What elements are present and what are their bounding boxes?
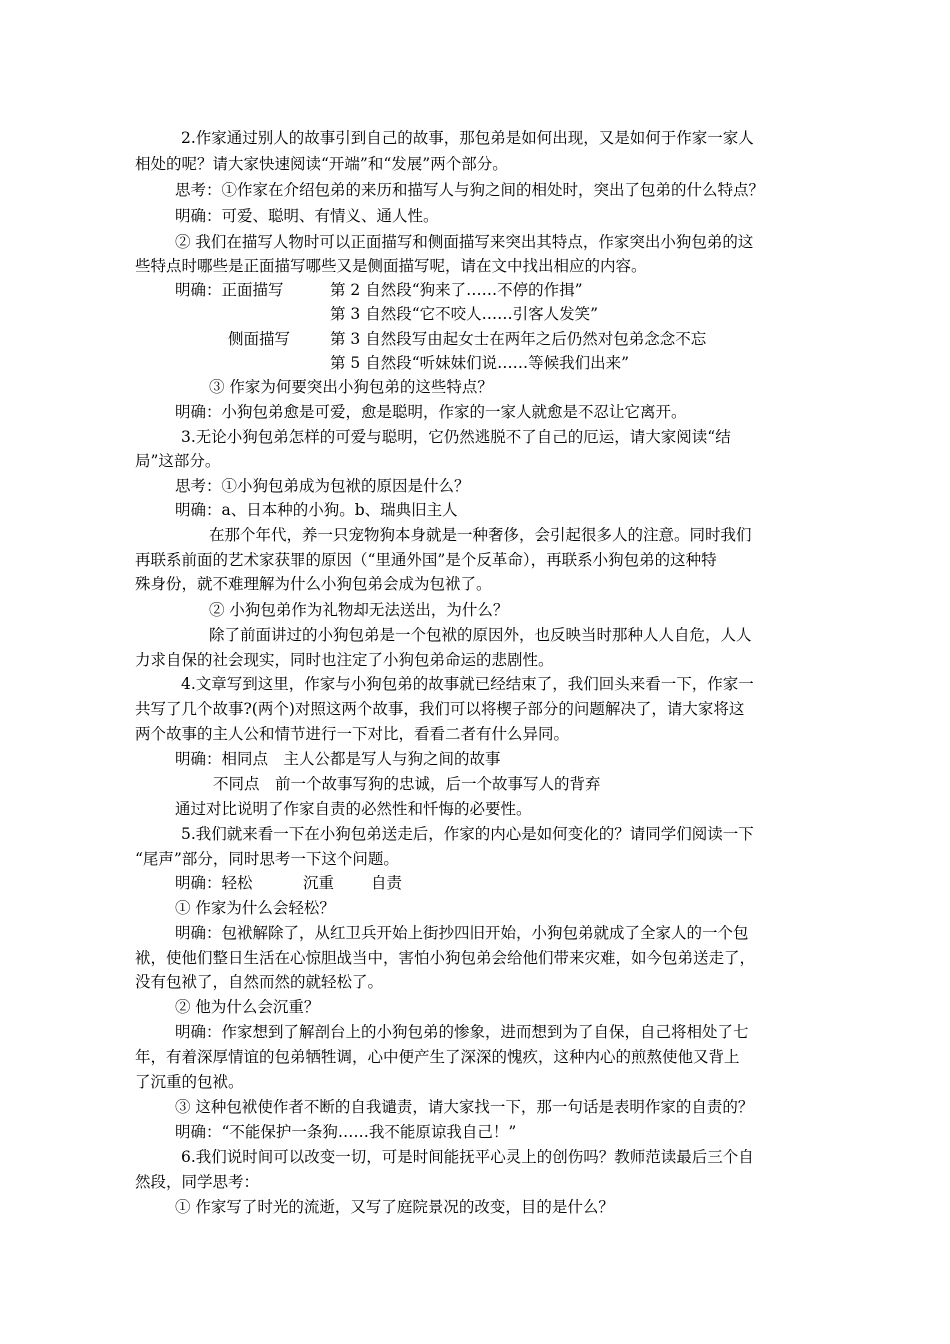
text-line: 共写了几个故事?(两个)对照这两个故事，我们可以将楔子部分的问题解决了，请大家将这 [135, 700, 745, 718]
text-line: 明确：可爱、聪明、有情义、通人性。 [175, 207, 439, 225]
text-line: 侧面描写 [228, 330, 291, 348]
text-line: 在那个年代，养一只宠物狗本身就是一种奢侈，会引起很多人的注意。同时我们 [209, 526, 752, 544]
text-line: 袱，使他们整日生活在心惊胆战当中，害怕小狗包弟会给他们带来灾难，如今包弟送走了， [135, 949, 756, 967]
text-line: ③ 这种包袱使作者不断的自我谴责，请大家找一下，那一句话是表明作家的自责的？ [175, 1098, 754, 1116]
text-line: 3.无论小狗包弟怎样的可爱与聪明，它仍然逃脱不了自己的厄运，请大家阅读“结 [181, 428, 731, 446]
text-line: 第 2 自然段“狗来了……不停的作揖” [330, 281, 583, 299]
text-line: ③ 作家为何要突出小狗包弟的这些特点？ [209, 378, 493, 396]
text-line: 4.文章写到这里，作家与小狗包弟的故事就已经结束了，我们回头来看一下，作家一 [181, 675, 754, 693]
text-line: ② 小狗包弟作为礼物却无法送出，为什么？ [209, 601, 509, 619]
text-line: “尾声”部分，同时思考一下这个问题。 [135, 850, 399, 868]
text-line: 再联系前面的艺术家获罪的原因（“里通外国”是个反革命），再联系小狗包弟的这种特 [135, 551, 717, 569]
text-line: 2.作家通过别人的故事引到自己的故事，那包弟是如何出现，又是如何于作家一家人 [181, 129, 754, 147]
text-line: 沉重 [303, 874, 335, 892]
text-line: 明确：正面描写 [175, 281, 284, 299]
text-line: 明确：“不能保护一条狗……我不能原谅我自己！” [175, 1123, 517, 1141]
text-line: 第 3 自然段写由起女士在两年之后仍然对包弟念念不忘 [330, 330, 707, 348]
text-line: ① 作家写了时光的流逝，又写了庭院景况的改变，目的是什么？ [175, 1198, 614, 1216]
text-line: 明确：相同点 主人公都是写人与狗之间的故事 [175, 750, 501, 768]
text-line: 局”这部分。 [135, 452, 221, 470]
text-line: 明确：包袱解除了，从红卫兵开始上街抄四旧开始，小狗包弟就成了全家人的一个包 [175, 924, 749, 942]
text-line: 了沉重的包袱。 [135, 1073, 244, 1091]
text-line: 自责 [371, 874, 403, 892]
text-line: 力求自保的社会现实，同时也注定了小狗包弟命运的悲剧性。 [135, 651, 554, 669]
text-line: ① 作家为什么会轻松？ [175, 899, 335, 917]
text-line: 第 3 自然段“它不咬人……引客人发笑” [330, 305, 599, 323]
text-line: 殊身份，就不难理解为什么小狗包弟会成为包袱了。 [135, 575, 492, 593]
text-line: ② 他为什么会沉重？ [175, 998, 320, 1016]
text-line: 相处的呢？请大家快速阅读“开端”和“发展”两个部分。 [135, 155, 508, 173]
text-line: 明确：a、日本种的小狗。b、瑞典旧主人 [175, 501, 458, 519]
text-line: 明确：轻松 [175, 874, 253, 892]
text-line: 两个故事的主人公和情节进行一下对比，看看二者有什么异同。 [135, 725, 570, 743]
text-line: 明确：小狗包弟愈是可爱，愈是聪明，作家的一家人就愈是不忍让它离开。 [175, 403, 687, 421]
text-line: 5.我们就来看一下在小狗包弟送走后，作家的内心是如何变化的？请同学们阅读一下 [181, 825, 754, 843]
text-line: ② 我们在描写人物时可以正面描写和侧面描写来突出其特点，作家突出小狗包弟的这 [175, 233, 754, 251]
text-line: 没有包袱了，自然而然的就轻松了。 [135, 973, 384, 991]
text-line: 通过对比说明了作家自责的必然性和忏悔的必要性。 [175, 800, 532, 818]
text-line: 不同点 前一个故事写狗的忠诚，后一个故事写人的背弃 [213, 775, 601, 793]
text-line: 除了前面讲过的小狗包弟是一个包袱的原因外，也反映当时那种人人自危，人人 [209, 626, 752, 644]
text-line: 然段，同学思考： [135, 1173, 260, 1191]
text-line: 6.我们说时间可以改变一切，可是时间能抚平心灵上的创伤吗？教师范读最后三个自 [181, 1148, 754, 1166]
text-line: 些特点时哪些是正面描写哪些又是侧面描写呢，请在文中找出相应的内容。 [135, 257, 647, 275]
text-line: 思考：①作家在介绍包弟的来历和描写人与狗之间的相处时，突出了包弟的什么特点？ [175, 181, 765, 199]
text-line: 明确：作家想到了解剖台上的小狗包弟的惨象，进而想到为了自保，自己将相处了七 [175, 1023, 749, 1041]
text-line: 第 5 自然段“听妹妹们说……等候我们出来” [330, 354, 630, 372]
text-line: 年，有着深厚情谊的包弟牺牲调，心中便产生了深深的愧疚，这种内心的煎熬使他又背上 [135, 1048, 740, 1066]
text-line: 思考：①小狗包弟成为包袱的原因是什么？ [175, 477, 470, 495]
